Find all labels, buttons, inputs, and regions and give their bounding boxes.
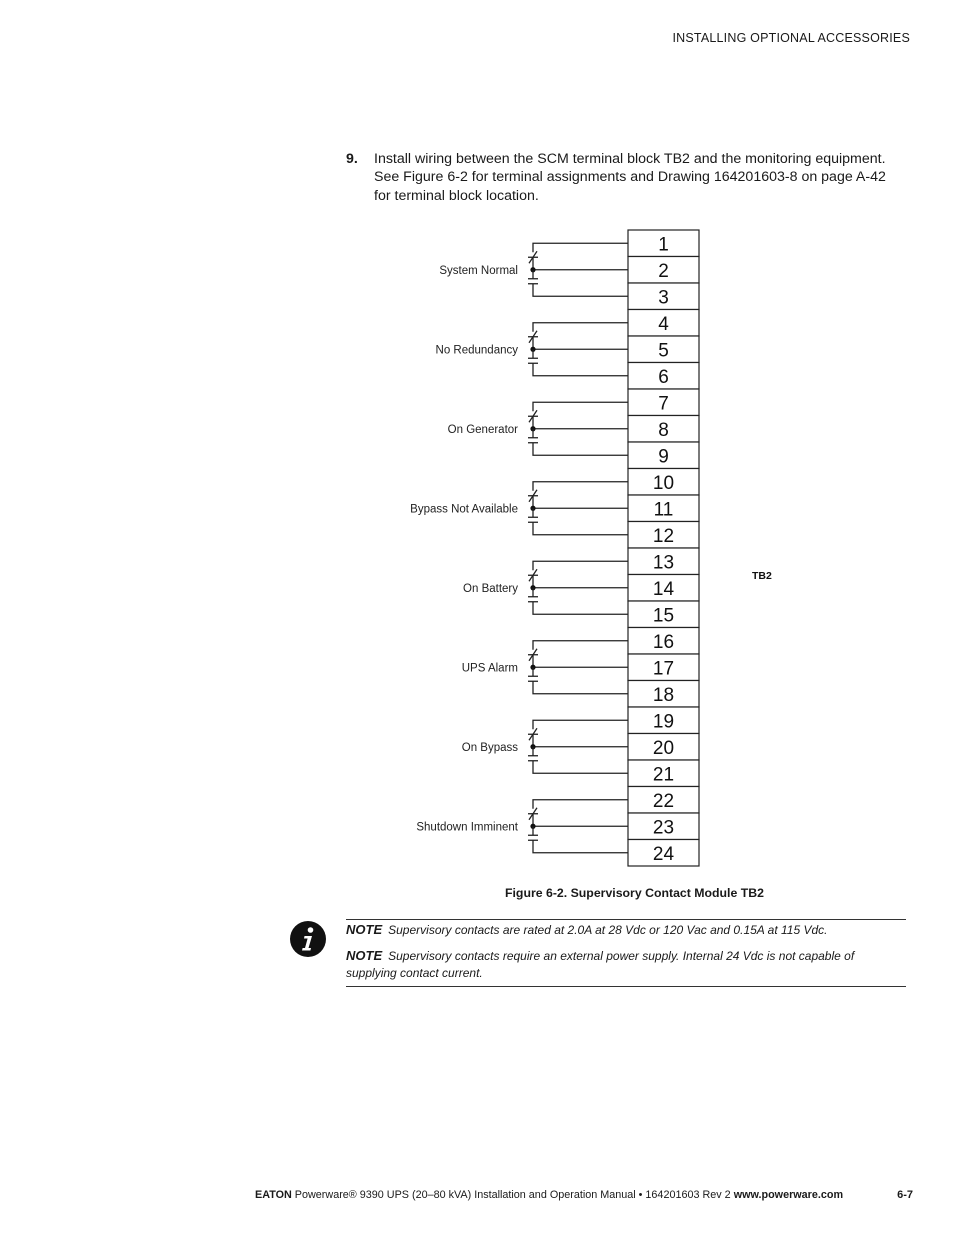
note-2: [346, 947, 906, 982]
contact-label: System Normal: [439, 264, 518, 277]
page-number: 6-7: [897, 1189, 913, 1201]
relay-contact-group: [439, 243, 628, 296]
relay-contact-group: [436, 323, 628, 376]
terminal-number: 7: [658, 393, 669, 415]
terminal-number: 14: [652, 578, 675, 600]
note-rule-bottom: [346, 986, 906, 987]
step-number: 9.: [346, 151, 358, 167]
terminal-number: 3: [658, 287, 669, 309]
terminal-number: 16: [652, 631, 675, 653]
relay-contact-group: [463, 561, 628, 614]
footer-url[interactable]: www.powerware.com: [733, 1189, 844, 1201]
terminal-block-diagram: [380, 222, 800, 882]
install-step: [346, 150, 906, 205]
footer: [255, 1189, 843, 1201]
note-1-text: Supervisory contacts are rated at 2.0A at 28 Vdc or 120 Vac and 0.15A at 115 Vdc.: [388, 923, 828, 937]
terminal-number: 4: [658, 313, 669, 335]
terminal-number: 5: [658, 340, 669, 362]
footer-brand: EATON: [255, 1189, 292, 1201]
relay-contact-group: [448, 402, 628, 455]
terminal-number: 6: [658, 366, 669, 388]
terminal-number: 8: [658, 419, 669, 441]
note-1-label: NOTE: [346, 922, 383, 937]
relay-contact-group: [410, 482, 628, 535]
terminal-number: 2: [658, 260, 669, 282]
contact-label: UPS Alarm: [461, 662, 518, 675]
terminal-number: 13: [652, 552, 675, 574]
terminal-number: 11: [653, 499, 674, 521]
terminal-number: 18: [652, 684, 675, 706]
terminal-number: 24: [652, 843, 675, 865]
contact-label: Shutdown Imminent: [416, 821, 518, 834]
terminal-number: 10: [652, 472, 675, 494]
footer-text: Powerware® 9390 UPS (20–80 kVA) Installation and Operation Manual • 164201603 Rev 2: [294, 1189, 731, 1201]
terminal-number: 15: [652, 605, 675, 627]
note-2-label: NOTE: [346, 948, 383, 963]
contact-label: On Bypass: [461, 741, 518, 754]
note-2-text: Supervisory contacts require an external power supply. Internal 24 Vdc is not capable of supplying contact current.: [346, 949, 855, 980]
contact-label: No Redundancy: [435, 344, 518, 357]
note-rule-top: [346, 919, 906, 920]
step-text: Install wiring between the SCM terminal block TB2 and the monitoring equipment. See Figure 6-2 for terminal assignments and Drawing 164201603-8 on page A-42 for terminal block location.: [374, 151, 886, 204]
terminal-number: 19: [652, 711, 675, 733]
note-1: [346, 921, 906, 939]
relay-contact-group: [416, 800, 628, 853]
contact-label: On Battery: [463, 582, 518, 595]
terminal-number: 12: [652, 525, 675, 547]
terminal-number: 1: [658, 234, 669, 256]
terminal-number: 17: [652, 658, 675, 680]
terminal-number: 9: [658, 446, 669, 468]
relay-contact-group: [462, 641, 628, 694]
contact-label: On Generator: [447, 423, 518, 436]
info-icon: [289, 920, 327, 958]
section-header: INSTALLING OPTIONAL ACCESSORIES: [672, 31, 910, 45]
contact-label: Bypass Not Available: [410, 503, 518, 516]
relay-contact-group: [462, 720, 628, 773]
terminal-number: 21: [652, 764, 675, 786]
terminal-number: 23: [652, 817, 675, 839]
terminal-number: 22: [652, 790, 675, 812]
figure-caption: Figure 6-2. Supervisory Contact Module TB2: [505, 886, 764, 900]
block-label: TB2: [752, 570, 772, 582]
terminal-number: 20: [652, 737, 675, 759]
